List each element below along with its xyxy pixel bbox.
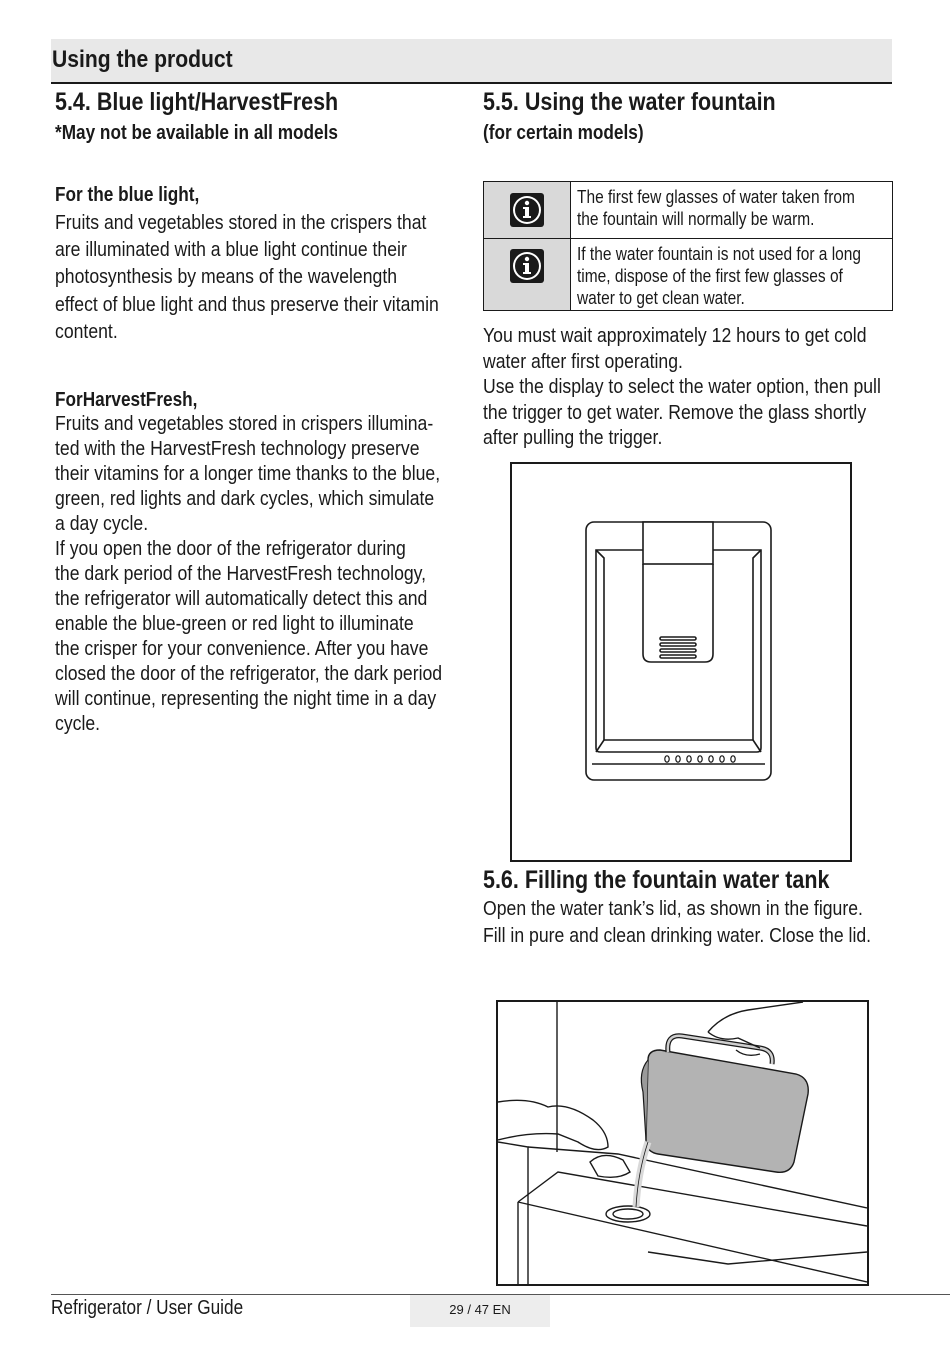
text-line: will continue, representing the night time in a day [55, 687, 437, 710]
text-line: If the water fountain is not used for a long [577, 244, 861, 264]
text-line: content. [55, 319, 118, 343]
text-line: the refrigerator will automatically detect this and [55, 587, 428, 610]
text-line: their vitamins for a longer time thanks to the blue, [55, 462, 441, 485]
section-title: Using the product [52, 46, 233, 73]
harvestfresh-paragraph [55, 411, 459, 736]
text-line: effect of blue light and thus preserve their vitamin [55, 292, 439, 316]
heading-water-fountain [483, 87, 776, 117]
info-note-text [577, 243, 887, 309]
text-line: photosynthesis by means of the wavelength [55, 265, 398, 289]
blue-light-lead: For the blue light, [55, 184, 200, 206]
heading-text: 5.4. Blue light/HarvestFresh [55, 88, 339, 116]
blue-light-paragraph [55, 209, 459, 345]
dispenser-figure [510, 462, 852, 862]
text-line: the trigger to get water. Remove the glass shortly [483, 400, 867, 424]
text-line: Open the water tank’s lid, as shown in the figure. [483, 897, 863, 920]
availability-note: *May not be available in all models [55, 122, 338, 144]
text-line: the dark period of the HarvestFresh technology, [55, 562, 427, 585]
text-line: closed the door of the refrigerator, the dark period [55, 662, 443, 685]
text-line: green, red lights and dark cycles, which simulate [55, 487, 435, 510]
info-note-text [577, 186, 887, 230]
text-line: Fruits and vegetables stored in the crispers that [55, 211, 427, 234]
text-line: enable the blue-green or red light to illuminate [55, 612, 414, 635]
info-note-row [484, 182, 892, 239]
tank-paragraph [483, 895, 896, 949]
section-header [51, 39, 892, 84]
text-line: are illuminated with a blue light continue their [55, 238, 407, 262]
info-note-row [484, 239, 892, 310]
info-icon-cell [484, 182, 571, 238]
heading-fill-tank [483, 865, 829, 895]
text-line: ted with the HarvestFresh technology preserve [55, 437, 420, 460]
text-line: after pulling the trigger. [483, 426, 663, 449]
info-notes-table [483, 181, 893, 311]
text-line: Fruits and vegetables stored in crispers illumina- [55, 412, 434, 435]
pitcher-pouring-illustration [498, 1002, 867, 1284]
text-line: Use the display to select the water option, then pull [483, 375, 881, 398]
text-line: the crisper for your convenience. After you have [55, 637, 429, 660]
text-line: You must wait approximately 12 hours to get cold [483, 324, 867, 347]
heading-blue-light [55, 87, 338, 117]
text-line: the fountain will normally be warm. [577, 209, 815, 229]
info-icon [510, 193, 544, 227]
heading-text: 5.6. Filling the fountain water tank [483, 866, 830, 894]
text-line: water to get clean water. [577, 288, 745, 308]
text-line: Fill in pure and clean drinking water. Close the lid. [483, 924, 872, 947]
info-icon-cell [484, 239, 571, 310]
info-icon [510, 249, 544, 283]
water-dispenser-illustration [512, 464, 850, 860]
text-line: The first few glasses of water taken from [577, 187, 855, 207]
text-line: If you open the door of the refrigerator during [55, 537, 406, 560]
fountain-paragraph [483, 323, 896, 451]
harvestfresh-lead: ForHarvestFresh, [55, 389, 198, 411]
tank-filling-figure [496, 1000, 869, 1286]
text-line: a day cycle. [55, 512, 149, 535]
page-number: 29 / 47 EN [410, 1295, 550, 1327]
text-line: cycle. [55, 712, 101, 735]
text-line: time, dispose of the first few glasses of [577, 266, 843, 286]
heading-text: 5.5. Using the water fountain [483, 88, 776, 116]
guide-title: Refrigerator / User Guide [51, 1297, 244, 1319]
text-line: water after first operating. [483, 349, 683, 373]
models-note: (for certain models) [483, 122, 644, 144]
